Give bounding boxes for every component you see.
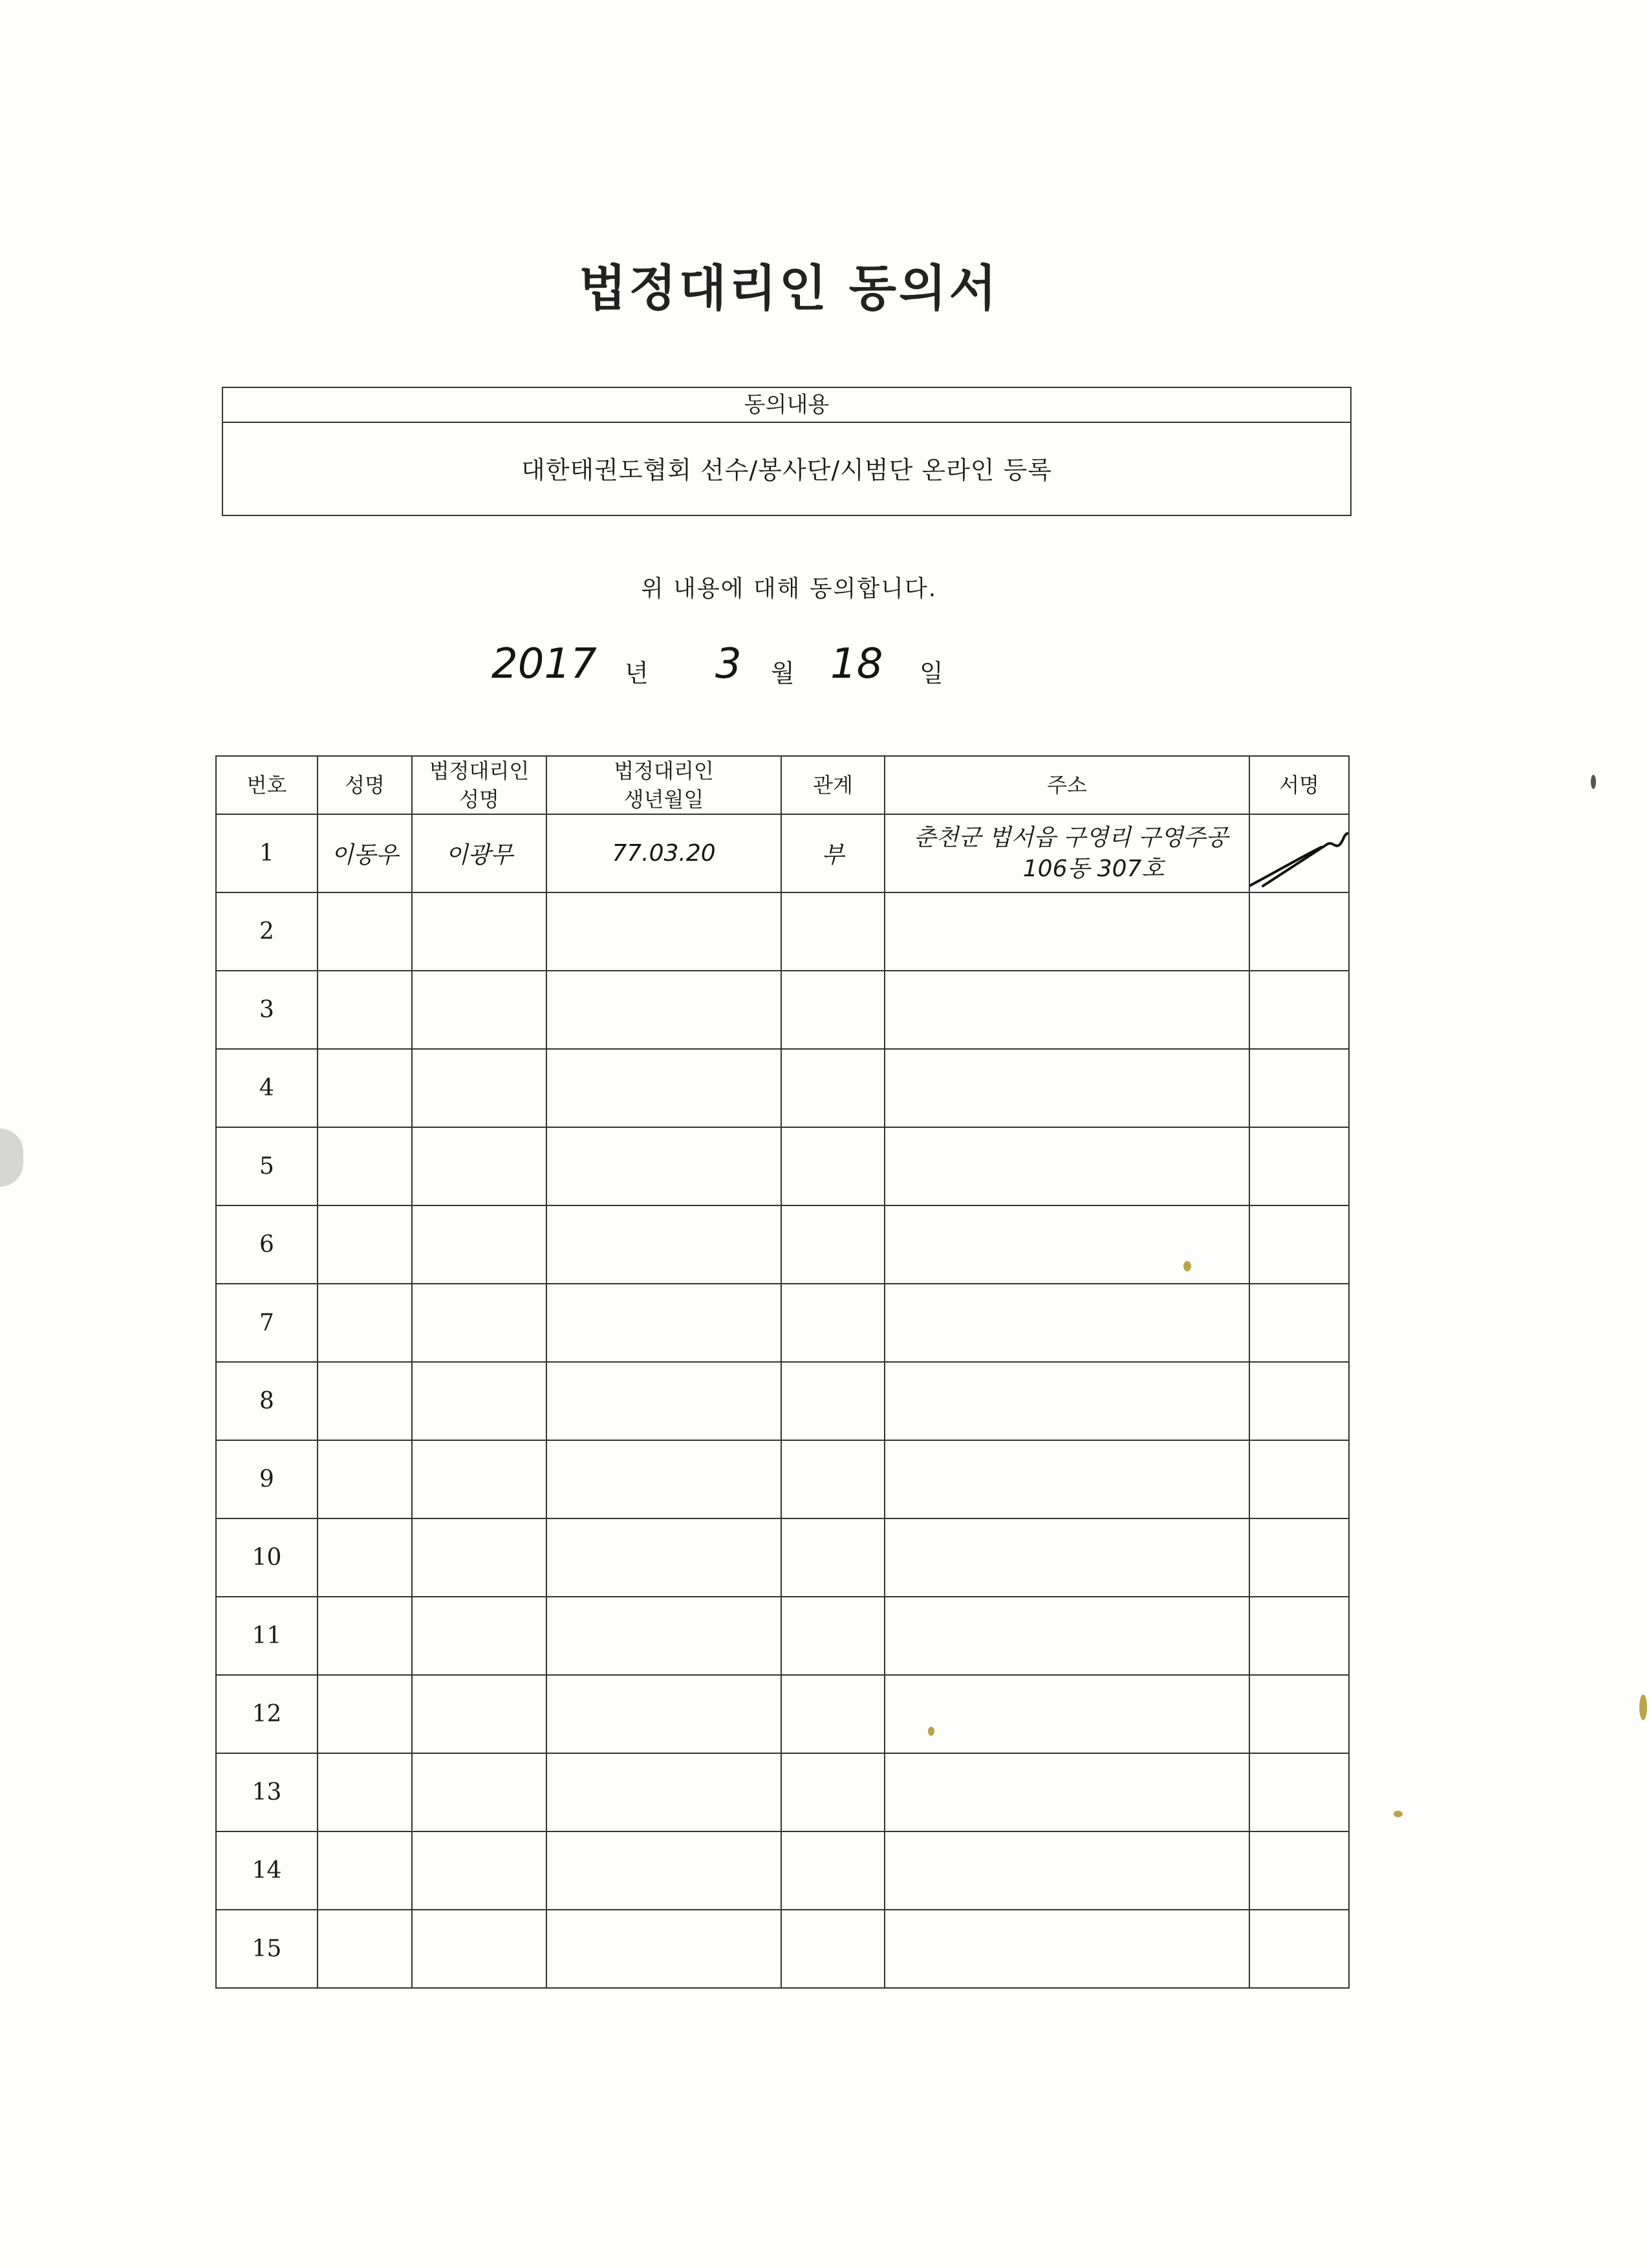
signature-cell[interactable] [1249,1597,1349,1675]
table-row [216,1284,1349,1362]
guardian-birth-cell: 77.03.20 [546,814,781,892]
row-number: 12 [216,1675,318,1753]
student-name-cell: 이동우 [318,814,412,892]
signature-cell[interactable] [1249,1284,1349,1362]
signature-cell[interactable] [1249,1440,1349,1518]
student-name-cell[interactable] [318,1831,412,1910]
agreement-statement: 위 내용에 대해 동의합니다. [640,576,938,602]
student-name-cell[interactable] [318,1597,412,1675]
guardian-birth-cell[interactable] [546,1831,781,1910]
guardian-birth-cell[interactable] [546,1675,781,1753]
table-row [216,1440,1349,1518]
relation-cell[interactable] [781,1597,885,1675]
student-name-cell[interactable] [318,971,412,1049]
relation-cell[interactable] [781,1753,885,1831]
address-cell[interactable] [885,1831,1249,1910]
guardian-name-cell[interactable] [412,1910,546,1988]
paper-speck [1183,1261,1191,1271]
punch-hole-mark [0,1129,23,1187]
guardian-name-cell[interactable] [412,1049,546,1127]
signature-cell[interactable] [1249,1205,1349,1284]
guardian-name-cell[interactable] [412,1127,546,1205]
address-cell[interactable] [885,1127,1249,1205]
guardian-birth-cell[interactable] [546,1127,781,1205]
relation-cell[interactable] [781,1831,885,1910]
table-row [216,1910,1349,1988]
document-title: 법정대리인 동의서 [579,259,999,317]
table-row [216,1518,1349,1597]
date-day: 18 [830,640,883,688]
signature-cell[interactable] [1249,971,1349,1049]
table-row [216,1831,1349,1910]
row-number: 7 [216,1284,318,1362]
guardian-name-cell[interactable] [412,1675,546,1753]
signature-cell[interactable] [1249,1910,1349,1988]
table-row [216,1049,1349,1127]
paper-speck [1394,1811,1403,1817]
header-name: 성명 [318,756,412,814]
guardian-roster-table [215,755,1350,1989]
guardian-birth-cell[interactable] [546,1910,781,1988]
header-no: 번호 [216,756,318,814]
relation-cell[interactable] [781,1910,885,1988]
row-number: 5 [216,1127,318,1205]
student-name-cell[interactable] [318,1049,412,1127]
guardian-birth-cell[interactable] [546,1362,781,1440]
handwritten-signature [1249,814,1349,892]
row-number: 4 [216,1049,318,1127]
address-cell[interactable] [885,1440,1249,1518]
date-month: 3 [715,640,742,688]
address-cell[interactable] [885,1284,1249,1362]
relation-cell[interactable] [781,1440,885,1518]
guardian-birth-cell[interactable] [546,1753,781,1831]
paper-speck [1639,1694,1647,1720]
signature-cell[interactable] [1249,1831,1349,1910]
student-name-cell[interactable] [318,1362,412,1440]
consent-content-body: 대한태권도협회 선수/봉사단/시범단 온라인 등록 [521,456,1052,484]
table-row [216,1127,1349,1205]
table-header-row [216,756,1349,814]
address-cell[interactable] [885,1675,1249,1753]
address-line-1: 춘천군 법서읍 구영리 구영주공 [913,824,1229,851]
row-number: 2 [216,892,318,971]
row-number: 11 [216,1597,318,1675]
address-cell[interactable] [885,1753,1249,1831]
date-year: 2017 [491,640,597,688]
guardian-name-cell[interactable] [412,1362,546,1440]
row-number: 9 [216,1440,318,1518]
signature-cell[interactable] [1249,1518,1349,1597]
date-month-unit: 월 [771,659,795,687]
student-name-cell[interactable] [318,1205,412,1284]
relation-cell[interactable] [781,1284,885,1362]
signature-cell[interactable] [1249,1675,1349,1753]
row-number: 6 [216,1205,318,1284]
consent-content-header: 동의내용 [223,388,1350,423]
guardian-birth-cell[interactable] [546,1049,781,1127]
relation-cell[interactable] [781,892,885,971]
guardian-name-cell[interactable] [412,1205,546,1284]
student-name-cell[interactable] [318,1753,412,1831]
student-name-cell[interactable] [318,1910,412,1988]
signature-cell[interactable] [1249,892,1349,971]
guardian-birth-cell[interactable] [546,1440,781,1518]
header-guardian-name-line2: 성명 [459,787,499,812]
relation-cell[interactable] [781,1127,885,1205]
relation-cell[interactable] [781,1049,885,1127]
date-line [0,640,1649,698]
student-name-cell[interactable] [318,1675,412,1753]
row-number: 1 [216,814,318,892]
row-number: 15 [216,1910,318,1988]
table-row [216,971,1349,1049]
row-number: 3 [216,971,318,1049]
row-number: 13 [216,1753,318,1831]
address-cell[interactable] [885,892,1249,971]
relation-cell[interactable] [781,1362,885,1440]
header-guardian-birth [546,756,781,814]
signature-cell[interactable] [1249,1049,1349,1127]
paper-speck [928,1727,934,1736]
guardian-name-cell[interactable] [412,1753,546,1831]
guardian-name-cell[interactable] [412,1518,546,1597]
table-row [216,1597,1349,1675]
signature-cell[interactable] [1249,1362,1349,1440]
signature-cell [1249,814,1349,892]
address-cell[interactable] [885,1205,1249,1284]
student-name-cell[interactable] [318,1284,412,1362]
guardian-birth-cell[interactable] [546,971,781,1049]
guardian-name-cell[interactable] [412,1440,546,1518]
date-year-unit: 년 [625,659,649,687]
relation-cell[interactable] [781,1675,885,1753]
guardian-name-cell[interactable] [412,1284,546,1362]
header-guardian-birth-line1: 법정대리인 [614,759,714,783]
header-guardian-name [412,756,546,814]
row-number: 14 [216,1831,318,1910]
table-row [216,1675,1349,1753]
relation-cell[interactable] [781,1205,885,1284]
student-name-cell[interactable] [318,1518,412,1597]
student-name-cell[interactable] [318,1440,412,1518]
header-guardian-birth-line2: 생년월일 [623,787,704,812]
guardian-birth-cell[interactable] [546,1597,781,1675]
table-row [216,814,1349,892]
student-name-cell[interactable] [318,892,412,971]
guardian-birth-cell[interactable] [546,1284,781,1362]
consent-content-box [222,387,1352,516]
paper-speck [1591,775,1596,789]
header-signature: 서명 [1249,756,1349,814]
header-relation: 관계 [781,756,885,814]
student-name-cell[interactable] [318,1127,412,1205]
relation-cell: 부 [781,814,885,892]
address-cell[interactable] [885,1362,1249,1440]
guardian-birth-cell[interactable] [546,1205,781,1284]
table-row [216,1362,1349,1440]
address-cell [885,814,1249,892]
guardian-name-cell[interactable] [412,892,546,971]
address-line-2: 106동 307호 [1022,855,1165,882]
guardian-birth-cell[interactable] [546,892,781,971]
row-number: 8 [216,1362,318,1440]
guardian-name-cell: 이광무 [412,814,546,892]
address-cell[interactable] [885,971,1249,1049]
guardian-name-cell[interactable] [412,971,546,1049]
table-row [216,892,1349,971]
signature-cell[interactable] [1249,1753,1349,1831]
address-cell[interactable] [885,1518,1249,1597]
signature-cell[interactable] [1249,1127,1349,1205]
row-number: 10 [216,1518,318,1597]
header-guardian-name-line1: 법정대리인 [429,759,530,783]
table-row [216,1753,1349,1831]
guardian-name-cell[interactable] [412,1831,546,1910]
address-cell[interactable] [885,1049,1249,1127]
relation-cell[interactable] [781,1518,885,1597]
guardian-birth-cell[interactable] [546,1518,781,1597]
address-cell[interactable] [885,1597,1249,1675]
guardian-name-cell[interactable] [412,1597,546,1675]
relation-cell[interactable] [781,971,885,1049]
header-address: 주소 [885,756,1249,814]
address-cell[interactable] [885,1910,1249,1988]
date-day-unit: 일 [920,659,943,687]
table-row [216,1205,1349,1284]
